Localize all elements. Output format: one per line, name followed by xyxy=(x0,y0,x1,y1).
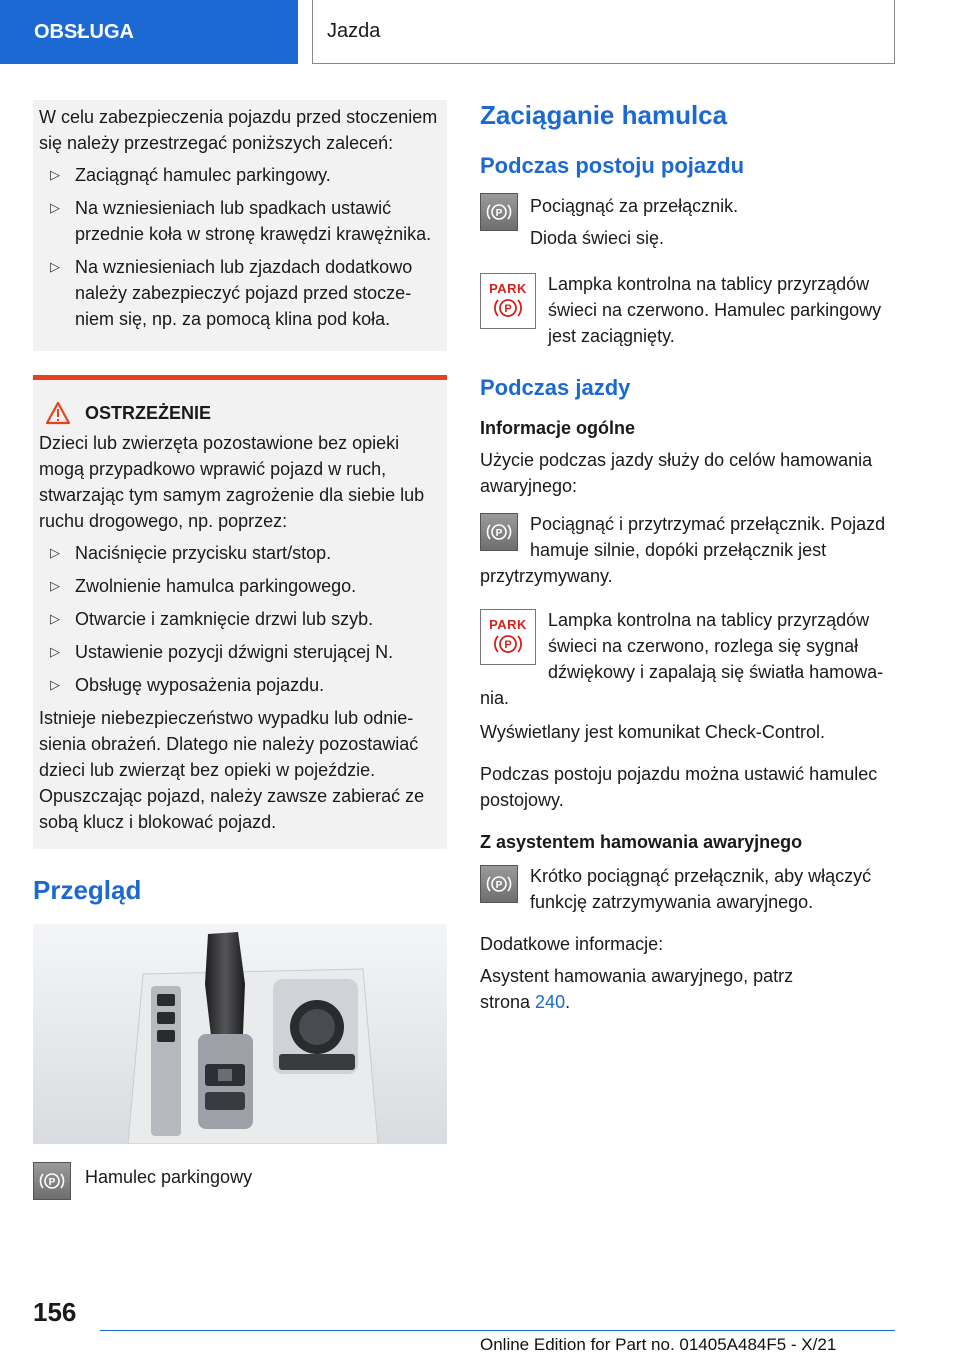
driving-lamp-row xyxy=(480,607,895,711)
chapter-title: Jazda xyxy=(312,0,895,64)
parking-brake-switch-icon xyxy=(480,513,518,551)
warning-conclusion: Istnieje niebezpieczeństwo wypadku lub odniesienia obrażeń. Dlatego nie należy pozostawiać dzieci lub zwierząt bez opieki w pojeździe. Opuszczając pojazd, należy zawsze zabierać ze sobą klucz i blokować pojazd. xyxy=(39,708,425,832)
intro-text: W celu zabezpieczenia pojazdu przed stoczeniem się należy przestrzegać poniższych zaleceń: xyxy=(39,107,438,153)
svg-text:P: P xyxy=(504,639,512,651)
list-item xyxy=(39,254,441,332)
general-info-heading: Informacje ogólne xyxy=(480,418,636,438)
warning-box xyxy=(33,375,447,849)
triangle-bullet-icon: ▷ xyxy=(50,200,60,215)
parking-brake-switch-icon xyxy=(480,193,518,231)
svg-text:P: P xyxy=(495,208,503,219)
step-led-on: Dioda świeci się. xyxy=(530,228,665,248)
triangle-bullet-icon: ▷ xyxy=(50,167,60,182)
park-symbol: P xyxy=(504,303,512,315)
parking-brake-photo xyxy=(33,924,447,1144)
svg-text:P: P xyxy=(495,528,503,539)
park-label: PARK xyxy=(489,281,527,296)
left-column xyxy=(33,100,447,1200)
page-link[interactable]: 240 xyxy=(535,992,566,1012)
bullet-text: Na wzniesieniach lub zjazdach dodatkowo należy zabezpieczyć pojazd przed stoczeniem się, np. za pomocą klina pod koła. xyxy=(75,257,413,329)
driving-lamp-text: Lampka kontrolna na tablicy przyrządów świeci na czerwono, rozlega się sygnał dźwiękowy i zapalają się światła hamowania. xyxy=(480,610,884,708)
park-label: PARK xyxy=(489,617,527,632)
bullet-text: Zwolnienie hamulca parkingowego. xyxy=(75,576,357,596)
warning-title-text: OSTRZEŻENIE xyxy=(85,403,212,423)
parking-brake-switch-icon xyxy=(480,865,518,903)
check-control-message-text: Wyświetlany jest komunikat Check-Control. xyxy=(480,722,825,742)
bullet-text: Otwarcie i zamknięcie drzwi lub szyb. xyxy=(75,609,374,629)
apply-brake-heading: Zaciąganie hamulca xyxy=(480,100,728,130)
general-info-text: Użycie podczas jazdy służy do celów hamowania awaryjnego: xyxy=(480,450,873,496)
footer-divider xyxy=(100,1330,895,1331)
park-warning-lamp-icon xyxy=(480,609,536,665)
section-tab: OBSŁUGA xyxy=(0,0,298,64)
bullet-text: Obsługę wyposażenia pojazdu. xyxy=(75,675,325,695)
driving-section xyxy=(480,415,895,499)
emergency-text: Krótko pociągnąć przełącznik, aby włączyć funkcję zatrzymywania awaryjnego. xyxy=(530,866,872,912)
warning-triangle-icon xyxy=(45,401,71,425)
svg-text:P: P xyxy=(495,880,503,891)
driving-pull-text: Pociągnąć i przytrzymać przełącznik. Pojazd hamuje silnie, dopóki przełącznik jest przytrzymywany. xyxy=(480,514,886,586)
overview-heading: Przegląd xyxy=(33,875,142,905)
triangle-bullet-icon: ▷ xyxy=(50,545,60,560)
list-item xyxy=(39,639,441,665)
page-number: 156 xyxy=(33,1297,77,1327)
bullet-text: Zaciągnąć hamulec parkingowy. xyxy=(75,165,331,185)
triangle-bullet-icon: ▷ xyxy=(50,259,60,274)
driving-heading: Podczas jazdy xyxy=(480,375,631,400)
additional-info-label: Dodatkowe informacje: xyxy=(480,934,664,954)
center-console-illustration xyxy=(33,924,447,1144)
warning-title xyxy=(39,400,441,426)
bullet-text: Na wzniesieniach lub spadkach ustawić przednie koła w stronę krawędzi krawężnika. xyxy=(75,198,432,244)
emergency-row xyxy=(480,863,895,915)
svg-text:P: P xyxy=(48,1177,56,1188)
period: . xyxy=(565,992,571,1012)
edition-footer: Online Edition for Part no. 01405A484F5 - X/21 xyxy=(480,1335,837,1354)
assistant-reference-text: Asystent hamowania awaryjnego, patrz strona xyxy=(480,966,794,1012)
list-item xyxy=(39,540,441,566)
parking-brake-switch-icon xyxy=(33,1162,71,1200)
right-column xyxy=(480,100,895,1015)
photo-caption: Hamulec parkingowy xyxy=(85,1167,253,1187)
stationary-lamp-text: Lampka kontrolna na tablicy przyrządów świeci na czerwono. Hamulec parkingowy jest zaciągnięty. xyxy=(548,274,882,346)
list-item xyxy=(39,573,441,599)
bullet-text: Naciśnięcie przycisku start/stop. xyxy=(75,543,332,563)
driving-pull-row xyxy=(480,511,895,589)
parking-brake-note: Podczas postoju pojazdu można ustawić hamulec postojowy. xyxy=(480,764,878,810)
emergency-heading: Z asystentem hamowania awaryjnego xyxy=(480,832,803,852)
intro-box xyxy=(33,100,447,351)
park-warning-lamp-icon xyxy=(480,273,536,329)
list-item xyxy=(39,672,441,698)
bullet-text: Ustawienie pozycji dźwigni sterującej N. xyxy=(75,642,394,662)
list-item xyxy=(39,606,441,632)
additional-info xyxy=(480,931,895,1015)
stationary-step-row xyxy=(480,193,895,257)
assistant-reference xyxy=(480,963,820,1015)
triangle-bullet-icon: ▷ xyxy=(50,578,60,593)
stationary-heading: Podczas postoju pojazdu xyxy=(480,153,745,178)
triangle-bullet-icon: ▷ xyxy=(50,677,60,692)
stationary-step-text xyxy=(530,193,738,257)
list-item xyxy=(39,195,441,247)
list-item xyxy=(39,162,441,188)
triangle-bullet-icon: ▷ xyxy=(50,644,60,659)
photo-caption-row xyxy=(33,1162,447,1200)
triangle-bullet-icon: ▷ xyxy=(50,611,60,626)
warning-text: Dzieci lub zwierzęta pozostawione bez opieki mogą przypadkowo wprawić pojazd w ruch, stwarzając tym samym zagrożenie dla siebie lub ruchu drogowego, np. poprzez: xyxy=(39,433,425,531)
driving-notes xyxy=(480,719,895,855)
stationary-lamp-row xyxy=(480,273,895,349)
intro-bullet-list xyxy=(39,162,441,332)
warning-bullet-list xyxy=(39,540,441,698)
step-pull-switch: Pociągnąć za przełącznik. xyxy=(530,196,739,216)
